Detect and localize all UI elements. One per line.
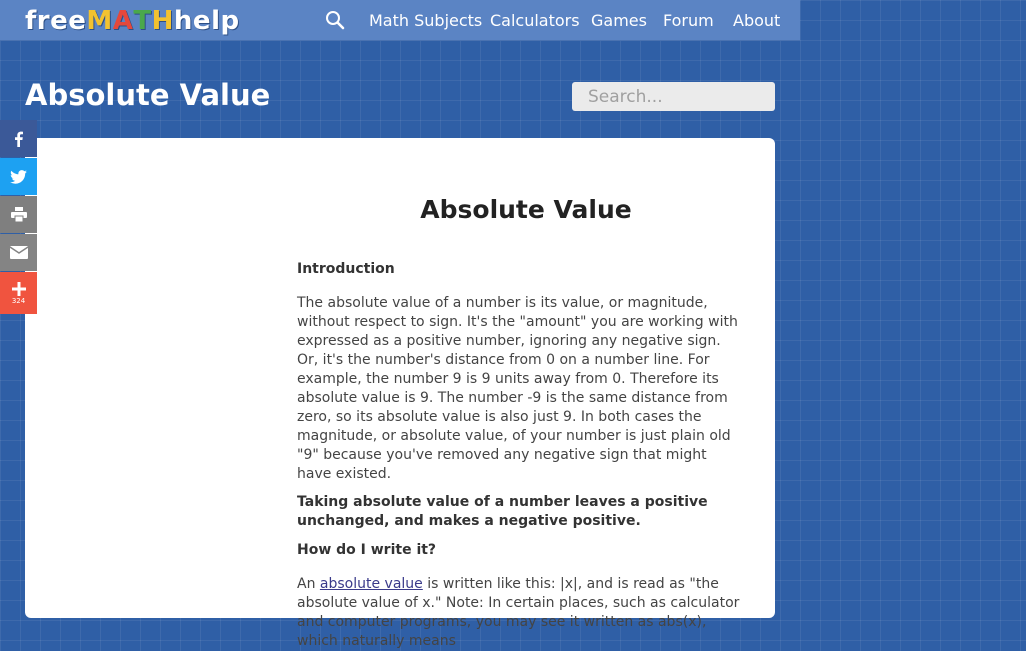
nav-link-math-subjects[interactable]: Math Subjects <box>369 11 483 30</box>
nav-item-calculators[interactable] <box>490 0 580 41</box>
logo-free: free <box>25 6 87 36</box>
write-paragraph <box>297 575 742 651</box>
logo-math-letter: T <box>133 6 152 36</box>
share-email-button[interactable] <box>0 234 37 271</box>
article-title: Absolute Value <box>420 195 632 224</box>
nav-item-about[interactable] <box>733 0 780 41</box>
nav-link-games[interactable]: Games <box>591 11 647 30</box>
article-body <box>297 260 742 651</box>
share-count: 324 <box>11 296 26 305</box>
freemathhelp-logo[interactable] <box>25 4 240 38</box>
facebook-icon <box>11 131 27 147</box>
nav-link-forum[interactable]: Forum <box>663 11 714 30</box>
logo-math-letter: M <box>86 6 113 36</box>
nav-item-games[interactable] <box>591 0 647 41</box>
intro-paragraph: The absolute value of a number is its value, or magnitude, without respect to sign. It's the "amount" you are working with expressed as a positive number, ignoring any negative sign. Or, it's the number's distance from 0 on a number line. For example, the number 9 is 9 units away from 0. Therefore its absolute value is 9. The number -9 is the same distance from zero, so its absolute value is also just 9. In both cases the magnitude, or absolute value, of your number is just plain old "9" because you've removed any negative sign that might have existed. <box>297 295 738 482</box>
intro-bold-paragraph: Taking absolute value of a number leaves a positive unchanged, and makes a negative positive. <box>297 494 708 529</box>
logo-help: help <box>173 6 240 36</box>
page-title: Absolute Value <box>25 78 271 112</box>
share-facebook-button[interactable] <box>0 120 37 157</box>
logo-math <box>86 6 174 36</box>
section-heading-how-to-write: How do I write it? <box>297 542 437 558</box>
write-paragraph-tail: is written like this: |x|, and is read as "the absolute value of x." Note: In certain places, such as calculator and computer programs, you may see it written as abs(x), which naturally means <box>297 576 740 649</box>
section-heading-introduction: Introduction <box>297 261 395 277</box>
nav-item-math-subjects[interactable] <box>369 0 482 41</box>
plus-icon <box>12 282 26 296</box>
absolute-value-link[interactable]: absolute value <box>319 576 423 592</box>
search-input[interactable] <box>572 82 775 111</box>
email-icon <box>10 246 28 259</box>
write-paragraph-lead: An <box>297 576 320 592</box>
logo-math-letter: A <box>112 6 134 36</box>
share-more-button[interactable] <box>0 272 37 314</box>
share-twitter-button[interactable] <box>0 158 37 195</box>
logo-math-letter: H <box>151 6 174 36</box>
top-navigation-bar <box>0 0 800 41</box>
nav-link-about[interactable]: About <box>733 11 781 30</box>
twitter-icon <box>10 170 27 184</box>
nav-item-forum[interactable] <box>663 0 714 41</box>
search-icon[interactable] <box>324 9 346 31</box>
nav-link-calculators[interactable]: Calculators <box>490 11 580 30</box>
print-icon <box>11 207 27 222</box>
